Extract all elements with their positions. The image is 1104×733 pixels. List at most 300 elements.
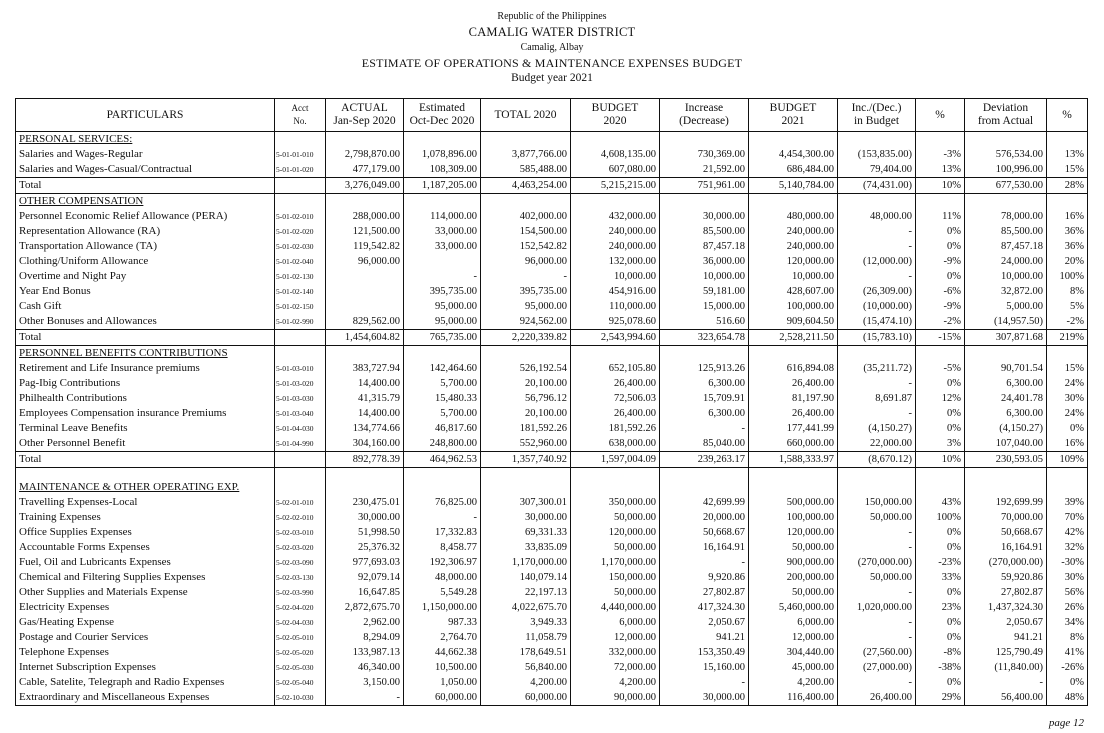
percent-budget-cell: 0% bbox=[916, 585, 965, 600]
col-actual: ACTUAL Jan-Sep 2020 bbox=[326, 99, 404, 132]
particulars-cell: Personnel Economic Relief Allowance (PERA) bbox=[16, 209, 275, 224]
percent-budget-cell bbox=[916, 346, 965, 362]
budget-2021-cell: 120,000.00 bbox=[749, 525, 838, 540]
deviation-cell: 107,040.00 bbox=[965, 436, 1047, 452]
budget-2021-cell: 660,000.00 bbox=[749, 436, 838, 452]
table-row bbox=[16, 421, 1088, 436]
acct-no-cell: 5-01-03-030 bbox=[275, 391, 326, 406]
budget-2020-cell: 4,200.00 bbox=[571, 675, 660, 690]
table-row bbox=[16, 162, 1088, 178]
budget-2021-cell: 4,454,300.00 bbox=[749, 147, 838, 162]
total-2020-cell: - bbox=[481, 269, 571, 284]
col-increase-decrease: Increase (Decrease) bbox=[660, 99, 749, 132]
percent-budget-cell: 0% bbox=[916, 224, 965, 239]
budget-2020-cell: 1,597,004.09 bbox=[571, 452, 660, 468]
increase-cell: 30,000.00 bbox=[660, 209, 749, 224]
deviation-cell: 230,593.05 bbox=[965, 452, 1047, 468]
budget-2021-cell: 5,140,784.00 bbox=[749, 178, 838, 194]
actual-cell: 41,315.79 bbox=[326, 391, 404, 406]
percent-budget-cell bbox=[916, 468, 965, 481]
deviation-cell bbox=[965, 480, 1047, 495]
percent-deviation-cell: 15% bbox=[1047, 162, 1088, 178]
page-number: page 12 bbox=[1048, 717, 1084, 729]
budget-2020-cell: 925,078.60 bbox=[571, 314, 660, 330]
increase-cell: 239,263.17 bbox=[660, 452, 749, 468]
estimated-cell: 248,800.00 bbox=[404, 436, 481, 452]
percent-budget-cell bbox=[916, 480, 965, 495]
deviation-cell: 78,000.00 bbox=[965, 209, 1047, 224]
percent-deviation-cell: 0% bbox=[1047, 675, 1088, 690]
budget-2020-cell: 240,000.00 bbox=[571, 224, 660, 239]
acct-no-cell: 5-01-03-010 bbox=[275, 361, 326, 376]
budget-2020-cell: 181,592.26 bbox=[571, 421, 660, 436]
inc-dec-budget-cell: 26,400.00 bbox=[838, 690, 916, 706]
percent-deviation-cell: 34% bbox=[1047, 615, 1088, 630]
percent-deviation-cell: 26% bbox=[1047, 600, 1088, 615]
budget-2020-cell: 454,916.00 bbox=[571, 284, 660, 299]
acct-no-cell: 5-01-02-030 bbox=[275, 239, 326, 254]
acct-no-cell bbox=[275, 468, 326, 481]
percent-deviation-cell: 39% bbox=[1047, 495, 1088, 510]
inc-dec-budget-cell: (4,150.27) bbox=[838, 421, 916, 436]
inc-dec-budget-cell: - bbox=[838, 239, 916, 254]
percent-budget-cell: -3% bbox=[916, 147, 965, 162]
increase-cell bbox=[660, 132, 749, 148]
particulars-cell: Gas/Heating Expense bbox=[16, 615, 275, 630]
inc-dec-budget-cell: 79,404.00 bbox=[838, 162, 916, 178]
estimated-cell bbox=[404, 132, 481, 148]
budget-2020-cell bbox=[571, 132, 660, 148]
inc-dec-budget-cell: (8,670.12) bbox=[838, 452, 916, 468]
total-row bbox=[16, 452, 1088, 468]
total-row bbox=[16, 330, 1088, 346]
increase-cell: 6,300.00 bbox=[660, 376, 749, 391]
acct-no-cell: 5-02-03-020 bbox=[275, 540, 326, 555]
total-2020-cell: 3,877,766.00 bbox=[481, 147, 571, 162]
estimated-cell: - bbox=[404, 510, 481, 525]
increase-cell: 10,000.00 bbox=[660, 269, 749, 284]
increase-cell: 323,654.78 bbox=[660, 330, 749, 346]
table-row bbox=[16, 406, 1088, 421]
deviation-cell bbox=[965, 468, 1047, 481]
budget-2021-cell: 50,000.00 bbox=[749, 540, 838, 555]
actual-cell: 119,542.82 bbox=[326, 239, 404, 254]
increase-cell bbox=[660, 480, 749, 495]
table-row bbox=[16, 600, 1088, 615]
percent-budget-cell: 0% bbox=[916, 269, 965, 284]
percent-budget-cell: -8% bbox=[916, 645, 965, 660]
budget-2020-cell: 6,000.00 bbox=[571, 615, 660, 630]
estimated-cell: 765,735.00 bbox=[404, 330, 481, 346]
acct-no-cell: 5-02-04-030 bbox=[275, 615, 326, 630]
deviation-cell: 85,500.00 bbox=[965, 224, 1047, 239]
estimated-cell: 33,000.00 bbox=[404, 224, 481, 239]
percent-budget-cell: -38% bbox=[916, 660, 965, 675]
total-2020-cell: 154,500.00 bbox=[481, 224, 571, 239]
table-row bbox=[16, 645, 1088, 660]
actual-cell: 2,798,870.00 bbox=[326, 147, 404, 162]
budget-2021-cell: 480,000.00 bbox=[749, 209, 838, 224]
budget-2020-cell bbox=[571, 194, 660, 210]
actual-cell bbox=[326, 194, 404, 210]
budget-2020-cell: 5,215,215.00 bbox=[571, 178, 660, 194]
budget-2021-cell: 81,197.90 bbox=[749, 391, 838, 406]
total-2020-cell: 181,592.26 bbox=[481, 421, 571, 436]
increase-cell bbox=[660, 194, 749, 210]
actual-cell: 2,872,675.70 bbox=[326, 600, 404, 615]
inc-dec-budget-cell: - bbox=[838, 224, 916, 239]
inc-dec-budget-cell: (27,000.00) bbox=[838, 660, 916, 675]
deviation-cell: 16,164.91 bbox=[965, 540, 1047, 555]
budget-2020-cell: 607,080.00 bbox=[571, 162, 660, 178]
budget-2020-cell: 652,105.80 bbox=[571, 361, 660, 376]
estimated-cell: 60,000.00 bbox=[404, 690, 481, 706]
deviation-cell: 24,401.78 bbox=[965, 391, 1047, 406]
actual-cell bbox=[326, 269, 404, 284]
total-2020-cell bbox=[481, 132, 571, 148]
increase-cell: 15,160.00 bbox=[660, 660, 749, 675]
percent-budget-cell: -5% bbox=[916, 361, 965, 376]
percent-budget-cell: 29% bbox=[916, 690, 965, 706]
inc-dec-budget-cell: (15,783.10) bbox=[838, 330, 916, 346]
actual-cell: 92,079.14 bbox=[326, 570, 404, 585]
percent-deviation-cell: -30% bbox=[1047, 555, 1088, 570]
total-2020-cell: 307,300.01 bbox=[481, 495, 571, 510]
budget-2020-cell: 4,608,135.00 bbox=[571, 147, 660, 162]
particulars-cell: Salaries and Wages-Casual/Contractual bbox=[16, 162, 275, 178]
total-2020-cell: 60,000.00 bbox=[481, 690, 571, 706]
percent-budget-cell: -9% bbox=[916, 254, 965, 269]
inc-dec-budget-cell: - bbox=[838, 540, 916, 555]
percent-budget-cell: 0% bbox=[916, 406, 965, 421]
budget-2021-cell: 240,000.00 bbox=[749, 224, 838, 239]
actual-cell: 8,294.09 bbox=[326, 630, 404, 645]
estimated-cell: 5,549.28 bbox=[404, 585, 481, 600]
estimated-cell: - bbox=[404, 269, 481, 284]
budget-2021-cell: 200,000.00 bbox=[749, 570, 838, 585]
col-particulars: PARTICULARS bbox=[16, 99, 275, 132]
deviation-cell: - bbox=[965, 675, 1047, 690]
budget-2020-cell: 350,000.00 bbox=[571, 495, 660, 510]
acct-no-cell: 5-01-02-140 bbox=[275, 284, 326, 299]
total-2020-cell: 152,542.82 bbox=[481, 239, 571, 254]
inc-dec-budget-cell: (35,211.72) bbox=[838, 361, 916, 376]
percent-budget-cell: 0% bbox=[916, 525, 965, 540]
percent-budget-cell: 0% bbox=[916, 540, 965, 555]
inc-dec-budget-cell: - bbox=[838, 406, 916, 421]
percent-deviation-cell: 0% bbox=[1047, 421, 1088, 436]
actual-cell: 16,647.85 bbox=[326, 585, 404, 600]
inc-dec-budget-cell: 50,000.00 bbox=[838, 570, 916, 585]
acct-no-cell: 5-01-02-010 bbox=[275, 209, 326, 224]
increase-cell: 9,920.86 bbox=[660, 570, 749, 585]
percent-deviation-cell: 16% bbox=[1047, 209, 1088, 224]
increase-cell: 16,164.91 bbox=[660, 540, 749, 555]
increase-cell: 6,300.00 bbox=[660, 406, 749, 421]
budget-2020-cell: 26,400.00 bbox=[571, 376, 660, 391]
budget-2020-cell: 432,000.00 bbox=[571, 209, 660, 224]
header-district-name: CAMALIG WATER DISTRICT bbox=[468, 25, 636, 39]
particulars-cell: Internet Subscription Expenses bbox=[16, 660, 275, 675]
estimated-cell: 8,458.77 bbox=[404, 540, 481, 555]
actual-cell: 51,998.50 bbox=[326, 525, 404, 540]
inc-dec-budget-cell: 48,000.00 bbox=[838, 209, 916, 224]
acct-no-cell: 5-01-03-040 bbox=[275, 406, 326, 421]
deviation-cell bbox=[965, 346, 1047, 362]
actual-cell: 383,727.94 bbox=[326, 361, 404, 376]
inc-dec-budget-cell: 8,691.87 bbox=[838, 391, 916, 406]
table-header-row bbox=[16, 99, 1088, 132]
budget-2021-cell bbox=[749, 132, 838, 148]
total-2020-cell: 96,000.00 bbox=[481, 254, 571, 269]
section-heading-row bbox=[16, 132, 1088, 148]
acct-no-cell: 5-02-03-130 bbox=[275, 570, 326, 585]
acct-no-cell: 5-02-05-040 bbox=[275, 675, 326, 690]
percent-deviation-cell bbox=[1047, 346, 1088, 362]
budget-2020-cell: 332,000.00 bbox=[571, 645, 660, 660]
particulars-cell: Clothing/Uniform Allowance bbox=[16, 254, 275, 269]
particulars-cell: Training Expenses bbox=[16, 510, 275, 525]
deviation-cell: 125,790.49 bbox=[965, 645, 1047, 660]
particulars-cell: Cash Gift bbox=[16, 299, 275, 314]
acct-no-cell: 5-01-02-130 bbox=[275, 269, 326, 284]
budget-2021-cell: 686,484.00 bbox=[749, 162, 838, 178]
budget-2020-cell: 240,000.00 bbox=[571, 239, 660, 254]
inc-dec-budget-cell: (74,431.00) bbox=[838, 178, 916, 194]
increase-cell: 516.60 bbox=[660, 314, 749, 330]
percent-deviation-cell: 56% bbox=[1047, 585, 1088, 600]
deviation-cell: 27,802.87 bbox=[965, 585, 1047, 600]
table-row bbox=[16, 540, 1088, 555]
actual-cell: 2,962.00 bbox=[326, 615, 404, 630]
budget-2021-cell: 100,000.00 bbox=[749, 299, 838, 314]
increase-cell: 20,000.00 bbox=[660, 510, 749, 525]
inc-dec-budget-cell: (270,000.00) bbox=[838, 555, 916, 570]
acct-no-cell: 5-02-03-010 bbox=[275, 525, 326, 540]
total-2020-cell: 178,649.51 bbox=[481, 645, 571, 660]
budget-2020-cell: 150,000.00 bbox=[571, 570, 660, 585]
budget-2021-cell: 240,000.00 bbox=[749, 239, 838, 254]
estimated-cell: 95,000.00 bbox=[404, 314, 481, 330]
col-estimated: Estimated Oct-Dec 2020 bbox=[404, 99, 481, 132]
total-2020-cell: 552,960.00 bbox=[481, 436, 571, 452]
particulars-cell: PERSONAL SERVICES: bbox=[16, 132, 275, 148]
particulars-cell: Total bbox=[16, 178, 275, 194]
deviation-cell: 5,000.00 bbox=[965, 299, 1047, 314]
total-2020-cell bbox=[481, 480, 571, 495]
table-row bbox=[16, 495, 1088, 510]
actual-cell bbox=[326, 346, 404, 362]
increase-cell: 50,668.67 bbox=[660, 525, 749, 540]
deviation-cell: 70,000.00 bbox=[965, 510, 1047, 525]
acct-no-cell bbox=[275, 330, 326, 346]
total-2020-cell: 56,796.12 bbox=[481, 391, 571, 406]
inc-dec-budget-cell bbox=[838, 346, 916, 362]
actual-cell: 25,376.32 bbox=[326, 540, 404, 555]
particulars-cell: Electricity Expenses bbox=[16, 600, 275, 615]
inc-dec-budget-cell: - bbox=[838, 269, 916, 284]
actual-cell: 3,276,049.00 bbox=[326, 178, 404, 194]
particulars-cell: PERSONNEL BENEFITS CONTRIBUTIONS bbox=[16, 346, 275, 362]
budget-2021-cell: 177,441.99 bbox=[749, 421, 838, 436]
deviation-cell: 941.21 bbox=[965, 630, 1047, 645]
estimated-cell: 15,480.33 bbox=[404, 391, 481, 406]
percent-deviation-cell: 48% bbox=[1047, 690, 1088, 706]
actual-cell: 230,475.01 bbox=[326, 495, 404, 510]
budget-2021-cell: 616,894.08 bbox=[749, 361, 838, 376]
actual-cell: 1,454,604.82 bbox=[326, 330, 404, 346]
estimated-cell: 142,464.60 bbox=[404, 361, 481, 376]
acct-no-cell bbox=[275, 132, 326, 148]
percent-deviation-cell: 30% bbox=[1047, 391, 1088, 406]
deviation-cell: 1,437,324.30 bbox=[965, 600, 1047, 615]
col-inc-dec-in-budget: Inc./(Dec.) in Budget bbox=[838, 99, 916, 132]
acct-no-cell bbox=[275, 452, 326, 468]
budget-year: Budget year 2021 bbox=[511, 72, 593, 84]
increase-cell: 2,050.67 bbox=[660, 615, 749, 630]
estimated-cell bbox=[404, 468, 481, 481]
acct-no-cell: 5-01-02-040 bbox=[275, 254, 326, 269]
estimated-cell: 395,735.00 bbox=[404, 284, 481, 299]
percent-budget-cell: 11% bbox=[916, 209, 965, 224]
acct-no-cell: 5-01-02-150 bbox=[275, 299, 326, 314]
inc-dec-budget-cell: - bbox=[838, 376, 916, 391]
particulars-cell: Postage and Courier Services bbox=[16, 630, 275, 645]
percent-deviation-cell bbox=[1047, 468, 1088, 481]
budget-2021-cell: 5,460,000.00 bbox=[749, 600, 838, 615]
total-2020-cell bbox=[481, 346, 571, 362]
deviation-cell: 24,000.00 bbox=[965, 254, 1047, 269]
deviation-cell: 50,668.67 bbox=[965, 525, 1047, 540]
inc-dec-budget-cell bbox=[838, 480, 916, 495]
total-2020-cell: 20,100.00 bbox=[481, 376, 571, 391]
actual-cell: 30,000.00 bbox=[326, 510, 404, 525]
acct-no-cell: 5-02-05-010 bbox=[275, 630, 326, 645]
inc-dec-budget-cell: (15,474.10) bbox=[838, 314, 916, 330]
header-location: Camalig, Albay bbox=[520, 42, 584, 53]
inc-dec-budget-cell: 22,000.00 bbox=[838, 436, 916, 452]
budget-2020-cell: 50,000.00 bbox=[571, 510, 660, 525]
increase-cell: 42,699.99 bbox=[660, 495, 749, 510]
actual-cell: 133,987.13 bbox=[326, 645, 404, 660]
acct-no-cell: 5-02-01-010 bbox=[275, 495, 326, 510]
deviation-cell: 6,300.00 bbox=[965, 376, 1047, 391]
deviation-cell: 56,400.00 bbox=[965, 690, 1047, 706]
table-row bbox=[16, 585, 1088, 600]
acct-no-cell bbox=[275, 178, 326, 194]
percent-deviation-cell: -26% bbox=[1047, 660, 1088, 675]
particulars-cell: Representation Allowance (RA) bbox=[16, 224, 275, 239]
percent-budget-cell: -2% bbox=[916, 314, 965, 330]
particulars-cell: Extraordinary and Miscellaneous Expenses bbox=[16, 690, 275, 706]
estimated-cell: 33,000.00 bbox=[404, 239, 481, 254]
inc-dec-budget-cell: (27,560.00) bbox=[838, 645, 916, 660]
inc-dec-budget-cell: 50,000.00 bbox=[838, 510, 916, 525]
increase-cell: - bbox=[660, 555, 749, 570]
estimated-cell: 1,050.00 bbox=[404, 675, 481, 690]
percent-budget-cell: 0% bbox=[916, 615, 965, 630]
total-2020-cell: 4,463,254.00 bbox=[481, 178, 571, 194]
budget-2021-cell bbox=[749, 194, 838, 210]
percent-budget-cell bbox=[916, 194, 965, 210]
actual-cell: 46,340.00 bbox=[326, 660, 404, 675]
actual-cell: 14,400.00 bbox=[326, 406, 404, 421]
budget-2020-cell bbox=[571, 480, 660, 495]
actual-cell bbox=[326, 299, 404, 314]
increase-cell: 417,324.30 bbox=[660, 600, 749, 615]
particulars-cell: OTHER COMPENSATION bbox=[16, 194, 275, 210]
budget-2020-cell bbox=[571, 346, 660, 362]
percent-budget-cell: 0% bbox=[916, 239, 965, 254]
actual-cell: 829,562.00 bbox=[326, 314, 404, 330]
total-2020-cell: 20,100.00 bbox=[481, 406, 571, 421]
total-2020-cell: 585,488.00 bbox=[481, 162, 571, 178]
acct-no-cell bbox=[275, 194, 326, 210]
inc-dec-budget-cell bbox=[838, 194, 916, 210]
table-row bbox=[16, 690, 1088, 706]
total-2020-cell: 56,840.00 bbox=[481, 660, 571, 675]
deviation-cell bbox=[965, 194, 1047, 210]
deviation-cell: 32,872.00 bbox=[965, 284, 1047, 299]
budget-2020-cell: 12,000.00 bbox=[571, 630, 660, 645]
budget-2020-cell: 132,000.00 bbox=[571, 254, 660, 269]
inc-dec-budget-cell bbox=[838, 132, 916, 148]
budget-2021-cell: 909,604.50 bbox=[749, 314, 838, 330]
increase-cell: 751,961.00 bbox=[660, 178, 749, 194]
budget-2020-cell: 50,000.00 bbox=[571, 540, 660, 555]
budget-2021-cell: 1,588,333.97 bbox=[749, 452, 838, 468]
budget-2021-cell: 304,440.00 bbox=[749, 645, 838, 660]
particulars-cell: Accountable Forms Expenses bbox=[16, 540, 275, 555]
increase-cell: 941.21 bbox=[660, 630, 749, 645]
estimated-cell: 1,078,896.00 bbox=[404, 147, 481, 162]
acct-no-cell: 5-01-04-990 bbox=[275, 436, 326, 452]
total-2020-cell: 3,949.33 bbox=[481, 615, 571, 630]
budget-table bbox=[15, 98, 1088, 706]
budget-2020-cell: 72,000.00 bbox=[571, 660, 660, 675]
total-2020-cell: 69,331.33 bbox=[481, 525, 571, 540]
actual-cell: 134,774.66 bbox=[326, 421, 404, 436]
acct-no-cell: 5-01-04-030 bbox=[275, 421, 326, 436]
deviation-cell: (14,957.50) bbox=[965, 314, 1047, 330]
particulars-cell: Year End Bonus bbox=[16, 284, 275, 299]
actual-cell: 288,000.00 bbox=[326, 209, 404, 224]
percent-budget-cell: 3% bbox=[916, 436, 965, 452]
percent-deviation-cell: 41% bbox=[1047, 645, 1088, 660]
acct-no-cell: 5-01-01-010 bbox=[275, 147, 326, 162]
estimated-cell: 987.33 bbox=[404, 615, 481, 630]
percent-deviation-cell bbox=[1047, 194, 1088, 210]
total-2020-cell: 22,197.13 bbox=[481, 585, 571, 600]
table-row bbox=[16, 284, 1088, 299]
deviation-cell: 576,534.00 bbox=[965, 147, 1047, 162]
estimated-cell: 464,962.53 bbox=[404, 452, 481, 468]
increase-cell: 85,040.00 bbox=[660, 436, 749, 452]
percent-deviation-cell: 15% bbox=[1047, 361, 1088, 376]
increase-cell: - bbox=[660, 675, 749, 690]
particulars-cell: Total bbox=[16, 452, 275, 468]
increase-cell: 730,369.00 bbox=[660, 147, 749, 162]
acct-no-cell: 5-02-05-020 bbox=[275, 645, 326, 660]
budget-2021-cell: 10,000.00 bbox=[749, 269, 838, 284]
acct-no-cell: 5-02-04-020 bbox=[275, 600, 326, 615]
acct-no-cell: 5-02-02-010 bbox=[275, 510, 326, 525]
percent-budget-cell: 0% bbox=[916, 630, 965, 645]
percent-deviation-cell bbox=[1047, 132, 1088, 148]
increase-cell: 15,000.00 bbox=[660, 299, 749, 314]
particulars-cell: Fuel, Oil and Lubricants Expenses bbox=[16, 555, 275, 570]
increase-cell: 15,709.91 bbox=[660, 391, 749, 406]
